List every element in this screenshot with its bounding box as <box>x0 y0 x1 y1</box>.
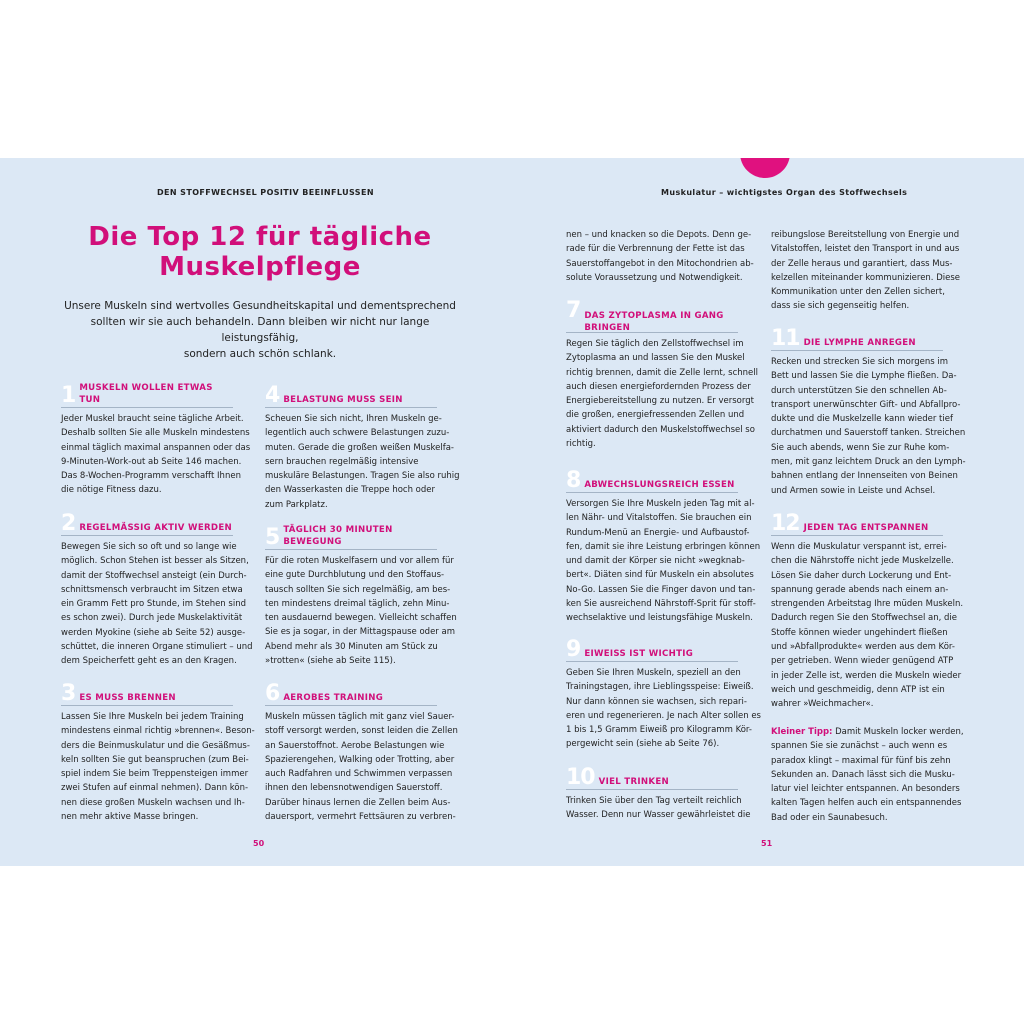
text-line: muten. Gerade die großen weißen Muskelfa- <box>265 442 454 453</box>
section-label: MUSKELN WOLLEN ETWAS TUN <box>79 383 213 405</box>
section-label: DIE LYMPHE ANREGEN <box>803 338 916 348</box>
text-line: Wasser. Denn nur Wasser gewährleistet die <box>566 810 751 821</box>
section-heading <box>61 683 233 706</box>
text-line: Sauerstoffangebot in den Mitochondrien ab- <box>566 258 754 269</box>
section-heading <box>771 513 943 536</box>
text-line: zwei Stufen auf einmal nehmen). Dann kön- <box>61 783 249 794</box>
text-line: in jeder Zelle ist, werden die Muskeln wieder <box>771 670 962 681</box>
text-line: Energiebereitstellung zu nutzen. Er versorgt <box>566 396 754 407</box>
section-heading <box>265 385 437 408</box>
section-body <box>61 540 257 669</box>
section-heading <box>265 527 437 550</box>
text-line: len Nähr- und Vitalstoffen. Sie brauchen ein <box>566 513 752 524</box>
text-line: die nötige Fitness dazu. <box>61 485 162 496</box>
text-line: pergewicht sein (siehe ab Seite 76). <box>566 739 720 750</box>
section-body <box>61 710 257 824</box>
text-line: ken Sie ausreichend Nährstoff-Sprit für stoff- <box>566 599 756 610</box>
text-line: Wenn die Muskulatur verspannt ist, errei- <box>771 542 947 552</box>
section-body <box>265 412 461 512</box>
text-line: auch Radfahren und Schwimmen verpassen <box>265 769 453 780</box>
text-line: an Sauerstoffnot. Aerobe Belastungen wie <box>265 740 445 751</box>
section-label: TÄGLICH 30 MINUTEN BEWEGUNG <box>283 525 393 547</box>
section-8 <box>566 470 762 626</box>
text-line: 9-Minuten-Work-out ab Seite 146 machen. <box>61 456 242 467</box>
section-heading <box>566 470 738 493</box>
text-line: auch diesen energiefordernden Prozess der <box>566 381 751 392</box>
text-line: latur viel leichter entspannen. An besonders <box>771 784 960 795</box>
section-7 <box>566 300 762 451</box>
section-4 <box>265 385 461 512</box>
text-line: paradox klingt – maximal für fünf bis zehn <box>771 755 951 766</box>
text-line: Für die roten Muskelfasern und vor allem für <box>265 556 454 566</box>
text-line: transport unerwünschter Gift- und Abfallpro- <box>771 399 961 410</box>
section-12 <box>771 513 967 712</box>
text-line: ten ausdauernd bewegen. Vielleicht schaffen <box>265 613 457 624</box>
text-line: »trotten« (siehe ab Seite 115). <box>265 656 396 667</box>
tip-box <box>771 725 964 825</box>
section-1 <box>61 385 257 498</box>
text-line: mindestens einmal richtig »brennen«. Beson- <box>61 726 255 737</box>
section-label: VIEL TRINKEN <box>598 777 670 787</box>
section-body <box>771 355 967 498</box>
section-10 <box>566 767 762 823</box>
intro-text <box>60 298 460 362</box>
section-number: 9 <box>566 637 581 662</box>
text-line: spiel indem Sie beim Treppensteigen immer <box>61 769 249 780</box>
text-line: Zytoplasma an und lassen Sie den Muskel <box>566 353 745 364</box>
section-heading <box>265 683 437 706</box>
text-line: einmal täglich maximal anspannen oder das <box>61 442 251 453</box>
section-body <box>771 540 967 712</box>
page-number-left: 50 <box>253 839 265 848</box>
section-11 <box>771 328 967 498</box>
text-line: Scheuen Sie sich nicht, Ihren Muskeln ge- <box>265 414 442 424</box>
text-line: Sie auch abends, wenn Sie zur Ruhe kom- <box>771 442 950 453</box>
text-line: Lösen Sie daher durch Lockerung und Ent- <box>771 570 952 581</box>
book-spread <box>0 158 1024 866</box>
section-label: ES MUSS BRENNEN <box>79 693 176 703</box>
title-line: Die Top 12 für tägliche <box>88 222 432 252</box>
section-number: 3 <box>61 681 76 706</box>
text-line: spannen Sie sie zunächst – auch wenn es <box>771 741 948 752</box>
text-line: spannung gerade abends nach einem an- <box>771 584 949 595</box>
text-line: es schon zwei). Durch jede Muskelaktivität <box>61 613 243 624</box>
section-label: EIWEISS IST WICHTIG <box>584 649 694 659</box>
text-line: dem Speicherfett geht es an den Kragen. <box>61 656 237 667</box>
text-line: Bewegen Sie sich so oft und so lange wie <box>61 542 237 552</box>
section-heading <box>566 767 738 790</box>
text-line: Trainingstagen, ihre Lieblingsspeise: Eiweiß. <box>566 682 754 693</box>
text-line: Recken und strecken Sie sich morgens im <box>771 357 948 367</box>
text-line: reibungslose Bereitstellung von Energie und <box>771 230 960 240</box>
section-number: 2 <box>61 511 76 536</box>
text-line: Rundum-Menü an Energie- und Aufbaustof- <box>566 527 750 538</box>
text-line: die großen, energiefressenden Zellen und <box>566 410 745 421</box>
text-line: sern brauchen regelmäßig intensive <box>265 456 419 467</box>
running-head-left: DEN STOFFWECHSEL POSITIV BEEINFLUSSEN <box>157 188 374 197</box>
text-line: Geben Sie Ihren Muskeln, speziell an den <box>566 668 741 678</box>
text-line: zum Parkplatz. <box>265 499 328 510</box>
text-line: damit der Stoffwechsel ansteigt (ein Durch- <box>61 570 247 581</box>
decorative-circle <box>740 158 790 178</box>
text-line: rade für die Verbrennung der Fette ist das <box>566 244 745 255</box>
intro-line: Unsere Muskeln sind wertvolles Gesundheitskapital und dementsprechend <box>64 300 456 312</box>
section-number: 5 <box>265 525 280 550</box>
section-2 <box>61 513 257 669</box>
text-line: ders die Beinmuskulatur und die Gesäßmus- <box>61 740 250 751</box>
text-line: ten mindestens dreimal täglich, zehn Minu- <box>265 598 450 609</box>
text-line: eine gute Durchblutung und den Stoffaus- <box>265 570 445 581</box>
section-label: AEROBES TRAINING <box>283 693 384 703</box>
section-number: 7 <box>566 298 581 323</box>
text-line: Nur dann können sie wachsen, sich repari- <box>566 696 747 707</box>
tip-first-line <box>771 725 964 739</box>
text-line: legentlich auch schwere Belastungen zuzu- <box>265 428 450 439</box>
text-line: tausch sollten Sie sich regelmäßig, am bes- <box>265 584 451 595</box>
section-heading <box>61 513 233 536</box>
text-line: Jeder Muskel braucht seine tägliche Arbeit. <box>61 414 244 424</box>
intro-line: sondern auch schön schlank. <box>183 348 337 360</box>
text-line: nen diese großen Muskeln wachsen und Ih- <box>61 797 245 808</box>
text-line: fen, damit sie ihre Leistung erbringen können <box>566 541 761 552</box>
section-body <box>566 497 762 626</box>
section-number: 11 <box>771 326 800 351</box>
text-line: Sekunden an. Danach lässt sich die Musku- <box>771 769 955 780</box>
text-line: möglich. Schon Stehen ist besser als Sitzen, <box>61 556 249 567</box>
section-label: BELASTUNG MUSS SEIN <box>283 395 403 405</box>
tip-first-text: Damit Muskeln locker werden, <box>835 727 964 737</box>
text-line: nen mehr aktive Masse bringen. <box>61 812 199 823</box>
text-line: Das 8-Wochen-Programm verschafft Ihnen <box>61 471 241 482</box>
section-heading <box>771 328 943 351</box>
text-line: chen die Nährstoffe nicht jede Muskelzelle. <box>771 556 954 567</box>
section-number: 4 <box>265 383 280 408</box>
text-line: muskuläre Belastungen. Tragen Sie also ruhig <box>265 471 460 482</box>
text-line: Bett und lassen Sie die Lymphe fließen. Da- <box>771 371 957 382</box>
text-line: men, mit ganz leichtem Druck an den Lymph- <box>771 457 966 468</box>
text-line: richtig brennen, damit die Zelle lernt, schnell <box>566 367 759 378</box>
text-line: und Armen sowie in Leiste und Achsel. <box>771 485 936 496</box>
section-number: 8 <box>566 468 581 493</box>
section-3 <box>61 683 257 824</box>
text-line: solute Voraussetzung und Notwendigkeit. <box>566 272 743 283</box>
section-label-line: BRINGEN <box>584 323 631 333</box>
text-line: dass sie sich gegenseitig helfen. <box>771 301 910 312</box>
text-line: Regen Sie täglich den Zellstoffwechsel im <box>566 339 744 349</box>
text-line: richtig. <box>566 439 596 450</box>
text-line: bahnen entlang der Innenseiten von Beinen <box>771 471 958 482</box>
tip-label: Kleiner Tipp: <box>771 727 833 737</box>
text-line: aktiviert dadurch den Muskelstoffwechsel so <box>566 424 755 435</box>
text-line: No-Go. Lassen Sie die Finger davon und tan- <box>566 584 756 595</box>
text-line: Muskeln müssen täglich mit ganz viel Sauer- <box>265 712 455 722</box>
text-line: Deshalb sollten Sie alle Muskeln mindestens <box>61 428 250 439</box>
text-line: den Wasserkasten die Treppe hoch oder <box>265 485 435 496</box>
text-line: Darüber hinaus lernen die Zellen beim Aus- <box>265 797 451 808</box>
text-line: dauersport, vermehrt Fettsäuren zu verbren- <box>265 812 456 823</box>
text-line: der Zelle heraus und garantiert, dass Mus- <box>771 258 953 269</box>
page-number-right: 51 <box>761 839 773 848</box>
title-line: Muskelpflege <box>159 252 361 282</box>
text-line: dukte und die Muskelzelle kann wieder tief <box>771 414 953 425</box>
text-line: Kommunikation unter den Zellen sichert, <box>771 287 945 298</box>
section-heading <box>61 385 233 408</box>
section-number: 6 <box>265 681 280 706</box>
text-line: Dadurch regen Sie den Stoffwechsel an, die <box>771 613 957 624</box>
text-line: wechselaktive und leistungsfähige Muskeln. <box>566 613 753 624</box>
text-line: Bad oder ein Saunabesuch. <box>771 812 888 823</box>
text-line: wahrer »Weichmacher«. <box>771 699 874 710</box>
text-line: Spazierengehen, Walking oder Trotting, aber <box>265 754 455 765</box>
section-body <box>61 412 257 498</box>
text-line: strengenden Arbeitstag Ihre müden Muskeln. <box>771 599 964 610</box>
text-line: Lassen Sie Ihre Muskeln bei jedem Training <box>61 712 244 722</box>
section-number: 12 <box>771 511 800 536</box>
text-line: werden Myokine (siehe ab Seite 52) ausge- <box>61 627 246 638</box>
text-line: schüttet, die inneren Organe stimuliert – und <box>61 642 253 653</box>
section-6 <box>265 683 461 824</box>
text-line: durchatmen und Sauerstoff tanken. Streichen <box>771 428 966 439</box>
section-body <box>566 337 762 451</box>
section-label-line: DAS ZYTOPLASMA IN GANG <box>584 311 724 321</box>
text-line: ein Gramm Fett pro Stunde, im Stehen sind <box>61 599 246 610</box>
text-line: bert«. Diäten sind für Muskeln ein absolutes <box>566 570 754 581</box>
section-number: 10 <box>566 765 595 790</box>
text-line: nen – und knacken so die Depots. Denn ge- <box>566 230 752 240</box>
running-head-right: Muskulatur – wichtigstes Organ des Stoffwechsels <box>661 188 908 197</box>
text-line: Vitalstoffen, leistet den Transport in und aus <box>771 244 960 255</box>
text-line: kelzellen miteinander kommunizieren. Diese <box>771 272 961 283</box>
section-number: 1 <box>61 383 76 408</box>
text-line: per getrieben. Wenn wieder genügend ATP <box>771 656 954 667</box>
text-line: schnittsmensch verbraucht im Sitzen etwa <box>61 584 243 595</box>
section-body <box>265 710 461 824</box>
continued-text <box>566 228 754 285</box>
text-line: kalten Tagen helfen auch ein entspannendes <box>771 798 962 809</box>
intro-line: sollten wir sie auch behandeln. Dann bleiben wir nicht nur lange leistungsfähig, <box>90 316 430 344</box>
section-heading <box>566 639 738 662</box>
section-label: REGELMÄSSIG AKTIV WERDEN <box>79 523 233 533</box>
text-line: Sie es ja sogar, in der Mittagspause oder am <box>265 627 455 638</box>
text-line: Abend mehr als 30 Minuten am Stück zu <box>265 641 438 652</box>
page-title <box>30 222 490 282</box>
text-line: und damit der Körper sie nicht »wegknab- <box>566 556 745 567</box>
text-line: keln sollten Sie gut beanspruchen (zum Bei- <box>61 754 249 765</box>
section-label: ABWECHSLUNGSREICH ESSEN <box>584 480 735 490</box>
text-line: durch unterstützen Sie den schnellen Ab- <box>771 385 947 396</box>
section-9 <box>566 639 762 752</box>
text-line: 1 bis 1,5 Gramm Eiweiß pro Kilogramm Kör- <box>566 725 752 736</box>
continued-text <box>771 228 960 314</box>
section-5 <box>265 527 461 668</box>
text-line: und »Abfallprodukte« werden aus dem Kör- <box>771 642 955 653</box>
text-line: ihnen den lebensnotwendigen Sauerstoff. <box>265 783 443 794</box>
section-body <box>566 794 762 823</box>
section-body <box>566 666 762 752</box>
section-label <box>584 310 723 335</box>
text-line: stoff versorgt werden, sonst leiden die Zellen <box>265 726 458 737</box>
section-body <box>265 554 461 668</box>
section-label: JEDEN TAG ENTSPANNEN <box>803 523 929 533</box>
section-heading <box>566 300 738 333</box>
text-line: Trinken Sie über den Tag verteilt reichlich <box>566 796 742 806</box>
text-line: Versorgen Sie Ihre Muskeln jeden Tag mit al- <box>566 499 755 509</box>
text-line: eren und regenerieren. Je nach Alter sollen es <box>566 710 761 721</box>
text-line: weich und geschmeidig, denn ATP ist ein <box>771 684 945 695</box>
text-line: Stoffe können wieder ungehindert fließen <box>771 627 948 638</box>
